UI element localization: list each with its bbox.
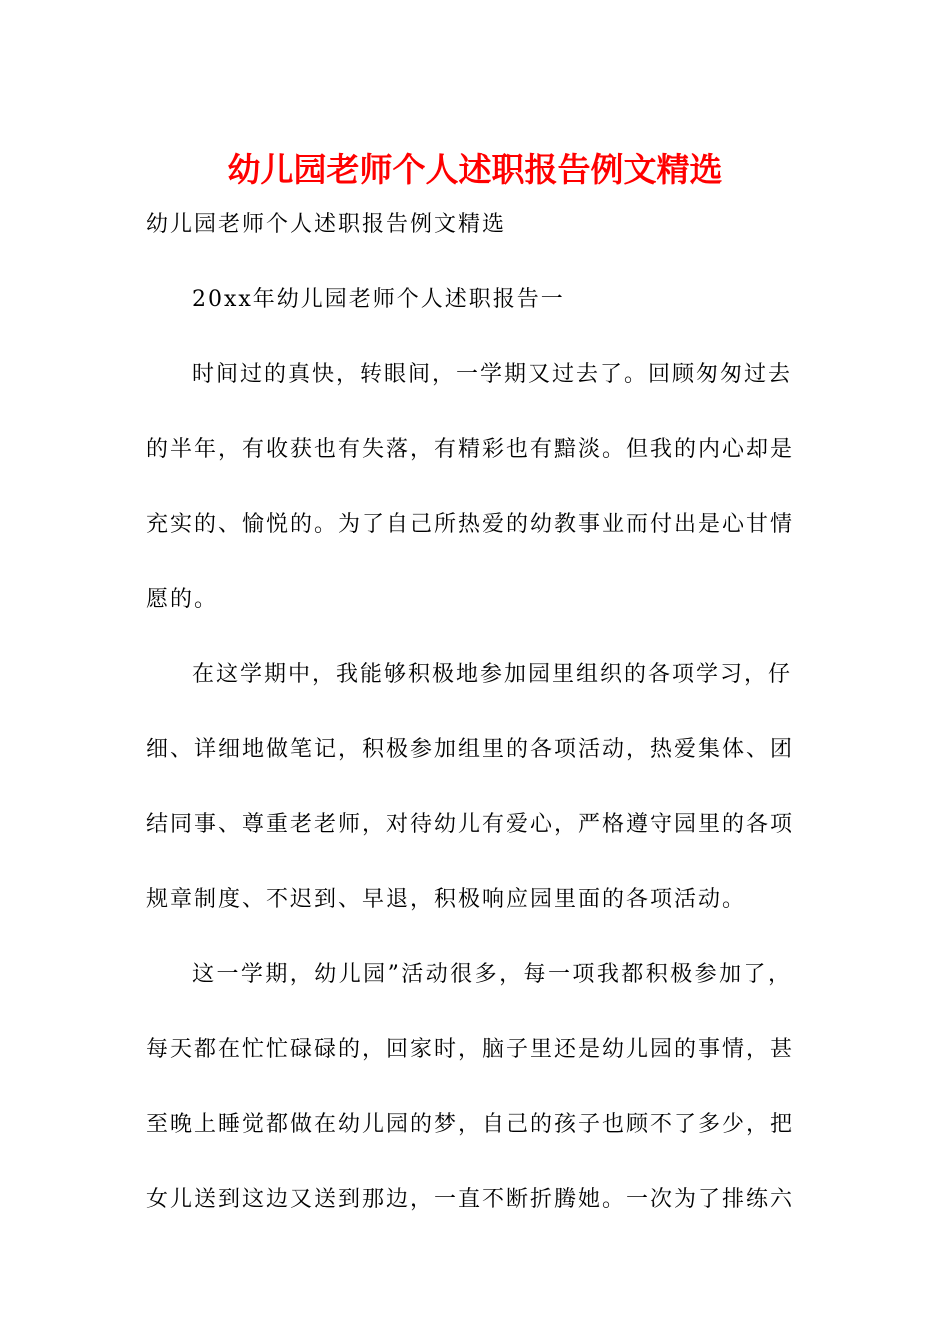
body-line: 结同事、尊重老老师，对待幼儿有爱心，严格遵守园里的各项 (146, 812, 795, 837)
paragraph-heading (146, 282, 792, 357)
body-line: 每天都在忙忙碌碌的，回家时，脑子里还是幼儿园的事情，甚 (146, 1037, 795, 1062)
document-body (146, 282, 795, 1257)
body-line: 这一学期，幼儿园”活动很多，每一项我都积极参加了， (192, 962, 792, 987)
document-subtitle: 幼儿园老师个人述职报告例文精选 (146, 212, 507, 237)
body-line: 细、详细地做笔记，积极参加组里的各项活动，热爱集体、团 (146, 737, 795, 762)
body-line: 规章制度、不迟到、早退，积极响应园里面的各项活动。 (146, 887, 747, 912)
paragraph (146, 357, 795, 657)
body-line: 20xx年幼儿园老师个人述职报告一 (192, 287, 565, 312)
body-line: 充实的、愉悦的。为了自己所热爱的幼教事业而付出是心甘情 (146, 512, 795, 537)
body-line: 在这学期中，我能够积极地参加园里组织的各项学习，仔 (192, 662, 793, 687)
body-line: 愿的。 (146, 587, 219, 612)
paragraph (146, 957, 795, 1257)
body-line: 女儿送到这边又送到那边，一直不断折腾她。一次为了排练六 (146, 1187, 795, 1212)
document-title: 幼儿园老师个人述职报告例文精选 (227, 150, 723, 189)
body-line: 时间过的真快，转眼间，一学期又过去了。回顾匆匆过去 (192, 362, 793, 387)
paragraph (146, 657, 795, 957)
body-line: 的半年，有收获也有失落，有精彩也有黯淡。但我的内心却是 (146, 437, 795, 462)
body-line: 至晚上睡觉都做在幼儿园的梦，自己的孩子也顾不了多少，把 (146, 1112, 795, 1137)
